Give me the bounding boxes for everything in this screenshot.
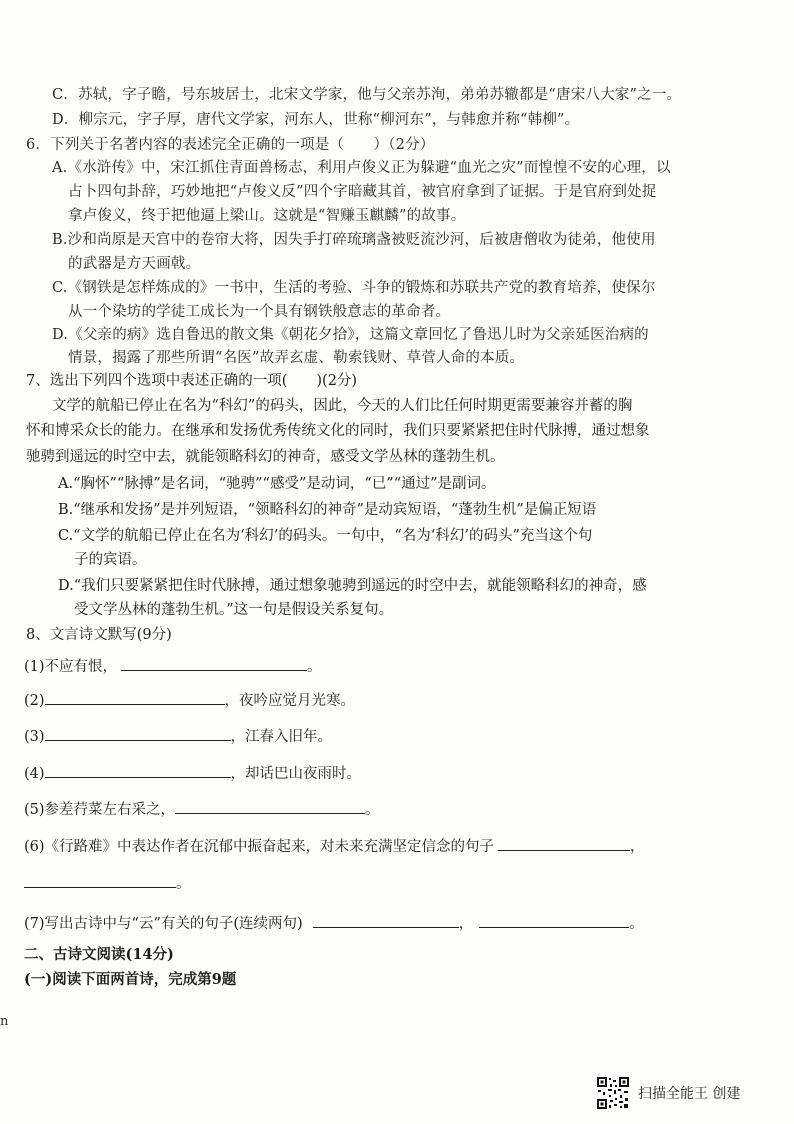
dictation-item-3-blank[interactable]: [45, 726, 231, 741]
question-6-option-a-line3: 拿卢俊义，终于把他逼上梁山。这就是“智赚玉麒麟”的故事。: [68, 208, 466, 224]
question-6-option-d-line1: D.《父亲的病》选自鲁迅的散文集《朝花夕拾》，这篇文章回忆了鲁迅儿时为父亲延医治病的: [52, 327, 649, 343]
dictation-item-2-blank[interactable]: [45, 690, 225, 705]
dictation-item-5-prompt: (5)参差荇菜左右采之，: [24, 802, 176, 818]
section-2-title: 二、古诗文阅读(14分): [24, 946, 174, 963]
dictation-item-6-prompt: (6)《行路难》中表达作者在沉郁中振奋起来，对未来充满坚定信念的句子: [24, 839, 495, 855]
dictation-item-6-blank-1[interactable]: [498, 836, 630, 851]
question-8-stem: 8、文言诗文默写(9分): [26, 627, 172, 643]
question-7-passage-line3: 驰骋到遥远的时空中去，就能领略科幻的神奇，感受文学丛林的蓬勃生机。: [26, 449, 505, 465]
question-7-passage-line2: 怀和博采众长的能力。在继承和发扬优秀传统文化的同时，我们只要紧紧把住时代脉搏，通过想象: [26, 423, 650, 439]
scan-artifact-mark: n: [0, 1014, 9, 1029]
question-7-option-d-line2: 受文学丛林的蓬勃生机。”这一句是假设关系复句。: [74, 602, 394, 618]
scanner-watermark: [596, 1076, 740, 1110]
question-7-option-a: A.“胸怀”“脉搏”是名词，“驰骋”“感受”是动词，“已”“通过”是副词。: [58, 476, 496, 492]
dictation-item-5-blank[interactable]: [175, 799, 365, 814]
question-7-option-c-line2: 子的宾语。: [74, 552, 147, 568]
dictation-item-2: [24, 690, 355, 711]
dictation-item-4: [24, 763, 361, 784]
dictation-item-7-prompt: (7)写出古诗中与“云”有关的句子(连续两句): [24, 916, 303, 932]
dictation-item-3: [24, 726, 332, 747]
question-7-option-c-line1: C.“文学的航船已停止在名为‘科幻’的码头。一句中，“名为‘科幻’的码头”充当这个句: [58, 528, 593, 544]
question-6-option-c-line2: 从一个染坊的学徒工成长为一个具有钢铁般意志的革命者。: [68, 304, 451, 320]
dictation-item-7-blank-1[interactable]: [313, 913, 459, 928]
dictation-item-3-text: ，江春入旧年。: [230, 729, 333, 745]
question-7-stem: 7、选出下列四个选项中表述正确的一项( )(2分): [26, 373, 358, 389]
dictation-item-7-comma: ，: [458, 916, 474, 932]
dictation-item-1-end: 。: [307, 659, 322, 675]
scanner-watermark-text: 扫描全能王 创建: [638, 1086, 741, 1102]
question-6-option-a-line2: 占卜四句卦辞，巧妙地把“卢俊义反”四个字暗藏其首，被官府拿到了证据。于是官府到处捉: [68, 184, 657, 200]
dictation-item-5: [24, 799, 380, 820]
dictation-item-4-text: ，却话巴山夜雨时。: [230, 766, 362, 782]
dictation-item-5-end: 。: [365, 802, 380, 818]
dictation-item-4-number: (4): [24, 766, 45, 782]
question-6-option-b-line1: B.沙和尚原是天宫中的卷帘大将，因失手打碎琉璃盏被贬流沙河，后被唐僧收为徒弟，他使用: [52, 232, 656, 248]
dictation-item-4-blank[interactable]: [45, 763, 231, 778]
dictation-item-2-number: (2): [24, 693, 45, 709]
dictation-item-7-blank-2[interactable]: [479, 913, 629, 928]
dictation-item-6-comma: ，: [630, 839, 645, 855]
question-7-option-b: B.“继承和发扬”是并列短语，“领略科幻的神奇”是动宾短语，“蓬勃生机”是偏正短语: [58, 502, 597, 518]
question-6-stem: 6．下列关于名著内容的表述完全正确的一项是（ ）（2分）: [26, 137, 435, 153]
question-7-passage-line1: 文学的航船已停止在名为“科幻”的码头，因此，今天的人们比任何时期更需要兼容并蓄的胸: [52, 398, 633, 414]
dictation-item-1-prompt: (1)不应有恨，: [24, 659, 118, 675]
question-6-option-c-line1: C.《钢铁是怎样炼成的》一书中，生活的考验、斗争的锻炼和苏联共产党的教育培养，使保尔: [52, 280, 656, 296]
question-6-option-b-line2: 的武器是方天画戟。: [68, 256, 201, 272]
qr-code-icon: [596, 1076, 630, 1110]
dictation-item-6-end: 。: [176, 876, 191, 892]
dictation-item-1-blank[interactable]: [121, 656, 307, 671]
dictation-item-6: [24, 836, 645, 857]
dictation-item-6-continued: [24, 873, 191, 894]
dictation-item-7: [24, 913, 644, 934]
question-7-option-d-line1: D.“我们只要紧紧把住时代脉搏，通过想象驰骋到遥远的时空中去，就能领略科幻的神奇，感: [58, 578, 647, 594]
question-6-option-d-line2: 情景，揭露了那些所谓“名医”故弄玄虚、勒索钱财、草菅人命的本质。: [68, 350, 525, 366]
question-6-option-a-line1: A.《水浒传》中，宋江抓住青面兽杨志，利用卢俊义正为躲避“血光之灾”而惶惶不安的心理，以: [52, 160, 671, 176]
option-c-su-shi: C．苏轼，字子瞻，号东坡居士，北宋文学家，他与父亲苏洵，弟弟苏辙都是“唐宋八大家”之一。: [52, 87, 682, 103]
dictation-item-2-text: ，夜吟应觉月光寒。: [224, 693, 356, 709]
dictation-item-6-blank-2[interactable]: [24, 873, 176, 888]
dictation-item-3-number: (3): [24, 729, 45, 745]
dictation-item-7-end: 。: [629, 916, 644, 932]
option-d-liu-zongyuan: D．柳宗元，字子厚，唐代文学家，河东人，世称“柳河东”，与韩愈并称“韩柳”。: [52, 112, 580, 128]
section-2-subtitle: (一)阅读下面两首诗，完成第9题: [24, 971, 237, 988]
dictation-item-1: [24, 656, 322, 677]
